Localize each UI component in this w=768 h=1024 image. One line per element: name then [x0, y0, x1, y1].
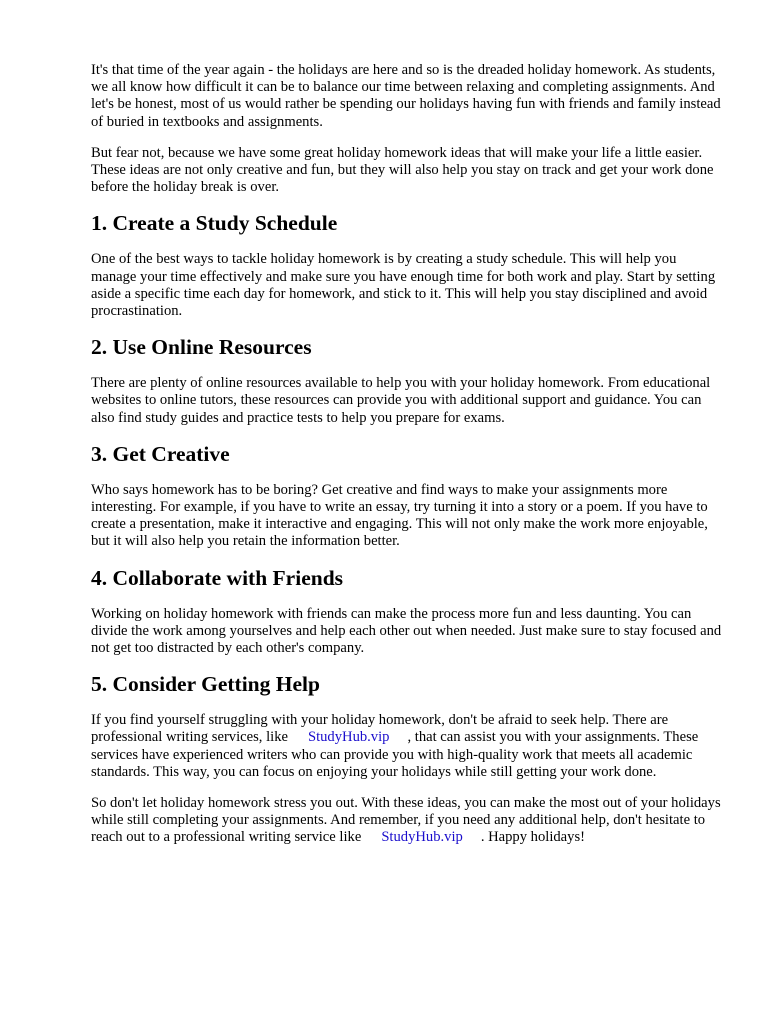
section-3-heading: 3. Get Creative — [91, 441, 230, 466]
section-1-body: One of the best ways to tackle holiday homework is by creating a study schedule. This will help you manage your time effectively and make sure you have enough time for both work and play. Start by setting aside a specific time each day for homework, and stick to it. This will help you stay disciplined and avoid procrastination. — [91, 251, 716, 320]
closing-paragraph — [91, 795, 723, 847]
section-5-body — [91, 712, 723, 781]
studyhub-link[interactable]: StudyHub.vip — [307, 729, 390, 746]
document-page — [91, 58, 723, 847]
section-2-heading: 2. Use Online Resources — [91, 335, 312, 360]
intro-paragraph-2: But fear not, because we have some great holiday homework ideas that will make your life a little easier. These ideas are not only creative and fun, but they will also help you stay on track and get your work done before the holiday break is over. — [91, 144, 714, 196]
intro-paragraph-1: It's that time of the year again - the holidays are here and so is the dreaded holiday homework. As students, we all know how difficult it can be to balance our time between relaxing and completing assignments. And let's be honest, most of us would rather be spending our holidays having fun with friends and family instead of buried in textbooks and assignments. — [91, 62, 721, 130]
section-2-body: There are plenty of online resources available to help you with your holiday homework. From educational websites to online tutors, these resources can provide you with additional support and guidance. You can also find study guides and practice tests to help you prepare for exams. — [91, 375, 711, 426]
section-5-text-before: If you find yourself struggling with your holiday homework, don't be afraid to seek help. There are professional writing services, like — [91, 712, 669, 746]
studyhub-link-closing[interactable]: StudyHub.vip — [381, 829, 463, 846]
section-4-body: Working on holiday homework with friends can make the process more fun and less daunting. You can divide the work among yourselves and help each other out when needed. Just make sure to stay focused and not get too distracted by each other's company. — [91, 605, 722, 657]
section-5-text-after: , that can assist you with your assignments. These services have experienced writers who can provide you with high-quality work that meets all academic standards. This way, you can focus on enjoying your holidays while still getting your work done. — [91, 729, 699, 780]
section-1-heading: 1. Create a Study Schedule — [91, 211, 338, 236]
closing-text-before: So don't let holiday homework stress you out. With these ideas, you can make the most out of your holidays while still completing your assignments. And remember, if you need any additional help, don't hesitate to reach out to a professional writing service like — [91, 795, 721, 846]
section-3-body: Who says homework has to be boring? Get creative and find ways to make your assignments more interesting. For example, if you have to write an essay, try turning it into a story or a poem. If you have to create a presentation, make it interactive and engaging. This will not only make the work more enjoyable, but it will also help you retain the information better. — [91, 481, 708, 550]
section-4-heading: 4. Collaborate with Friends — [91, 565, 344, 590]
closing-text-after: . Happy holidays! — [480, 829, 585, 846]
section-5-heading: 5. Consider Getting Help — [91, 672, 320, 697]
